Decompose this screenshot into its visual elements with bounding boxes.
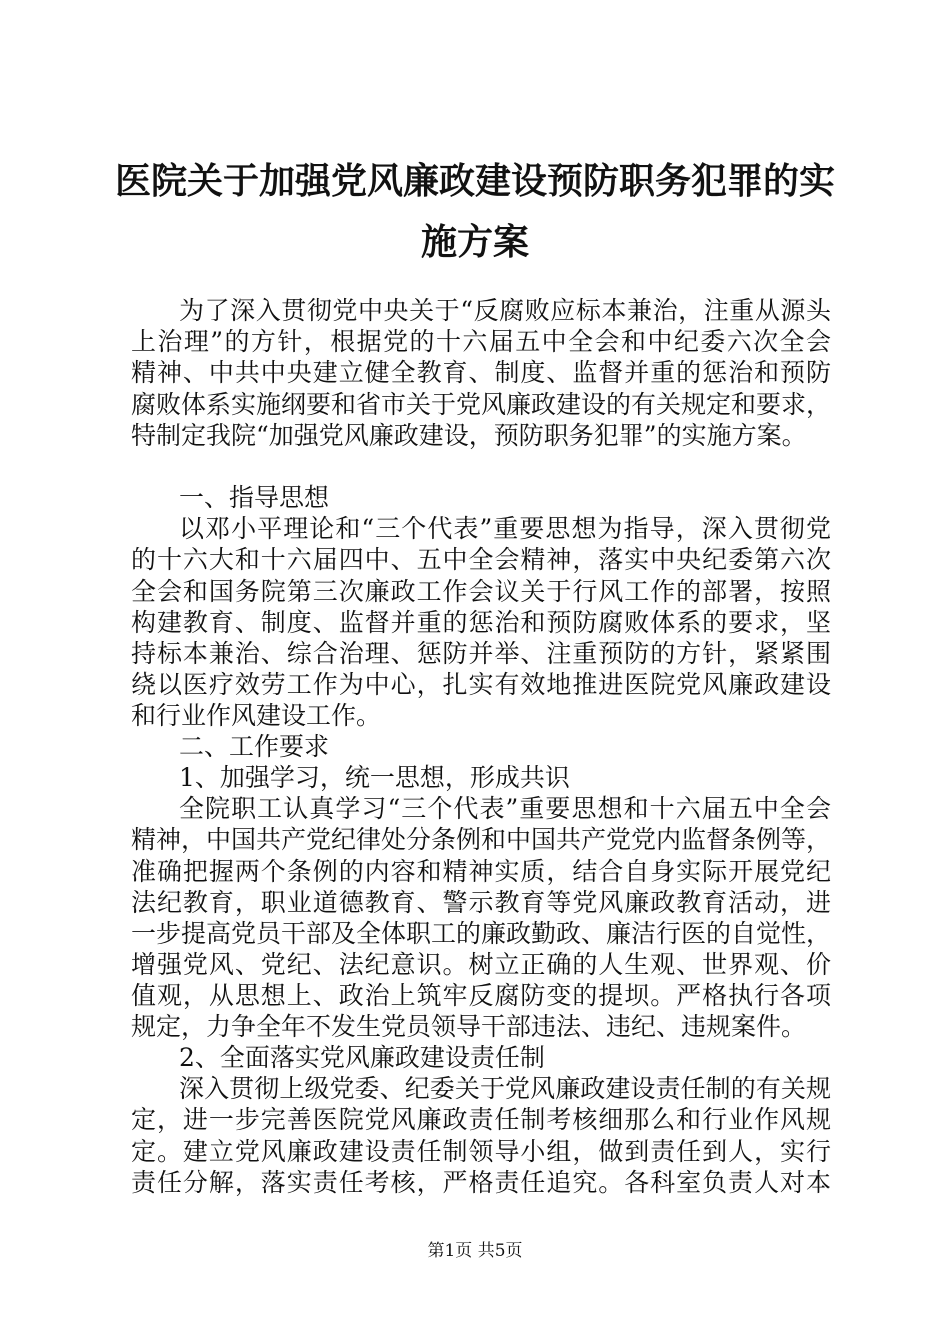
intro-line: 特制定我院“加强党风廉政建设，预防职务犯罪”的实施方案。 <box>131 421 807 450</box>
section1-line: 构建教育、制度、监督并重的惩治和预防腐败体系的要求，坚 <box>131 608 831 637</box>
item1-line: 规定，力争全年不发生党员领导干部违法、违纪、违规案件。 <box>131 1012 807 1041</box>
item-heading-strengthen-study: 1、加强学习，统一思想，形成共识 <box>179 763 570 792</box>
item1-line: 值观，从思想上、政治上筑牢反腐防变的提坝。严格执行各项 <box>131 981 831 1010</box>
section1-line: 和行业作风建设工作。 <box>131 701 382 730</box>
item-heading-responsibility-system: 2、全面落实党风廉政建设责任制 <box>179 1043 545 1072</box>
item2-line: 深入贯彻上级党委、纪委关于党风廉政建设责任制的有关规 <box>179 1074 831 1103</box>
section1-line: 持标本兼治、综合治理、惩防并举、注重预防的方针，紧紧围 <box>131 639 831 668</box>
intro-line: 为了深入贯彻党中央关于“反腐败应标本兼治，注重从源头 <box>179 296 831 325</box>
section1-line: 绕以医疗效劳工作为中心，扎实有效地推进医院党风廉政建设 <box>131 670 831 699</box>
intro-line: 精神、中共中央建立健全教育、制度、监督并重的惩治和预防 <box>131 358 831 387</box>
item2-line: 责任分解，落实责任考核，严格责任追究。各科室负责人对本 <box>131 1168 831 1197</box>
item1-line: 精神，中国共产党纪律处分条例和中国共产党党内监督条例等， <box>131 825 832 854</box>
item2-line: 定，进一步完善医院党风廉政责任制考核细那么和行业作风规 <box>131 1105 831 1134</box>
page-footer-page-number: 第1页 共5页 <box>427 1241 523 1261</box>
item1-line: 准确把握两个条例的内容和精神实质，结合自身实际开展党纪 <box>131 857 831 886</box>
section1-line: 全会和国务院第三次廉政工作会议关于行风工作的部署，按照 <box>131 577 831 606</box>
document-title-line-1: 医院关于加强党风廉政建设预防职务犯罪的实 <box>114 160 835 202</box>
item1-line: 增强党风、党纪、法纪意识。树立正确的人生观、世界观、价 <box>131 950 831 979</box>
item1-line: 法纪教育，职业道德教育、警示教育等党风廉政教育活动，进 <box>131 888 831 917</box>
section-heading-guiding-ideology: 一、指导思想 <box>179 483 330 512</box>
item1-line: 全院职工认真学习“三个代表”重要思想和十六届五中全会 <box>179 794 831 823</box>
section1-line: 以邓小平理论和“三个代表”重要思想为指导，深入贯彻党 <box>179 514 831 543</box>
item1-line: 一步提高党员干部及全体职工的廉政勤政、廉洁行医的自觉性， <box>131 919 832 948</box>
intro-line: 腐败体系实施纲要和省市关于党风廉政建设的有关规定和要求， <box>131 390 832 419</box>
intro-line: 上治理”的方针，根据党的十六届五中全会和中纪委六次全会 <box>131 327 831 356</box>
section1-line: 的十六大和十六届四中、五中全会精神，落实中央纪委第六次 <box>131 545 831 574</box>
document-title-line-2: 施方案 <box>420 221 529 263</box>
section-heading-work-requirements: 二、工作要求 <box>179 732 330 761</box>
item2-line: 定。建立党风廉政建设责任制领导小组，做到责任到人，实行 <box>131 1137 831 1166</box>
